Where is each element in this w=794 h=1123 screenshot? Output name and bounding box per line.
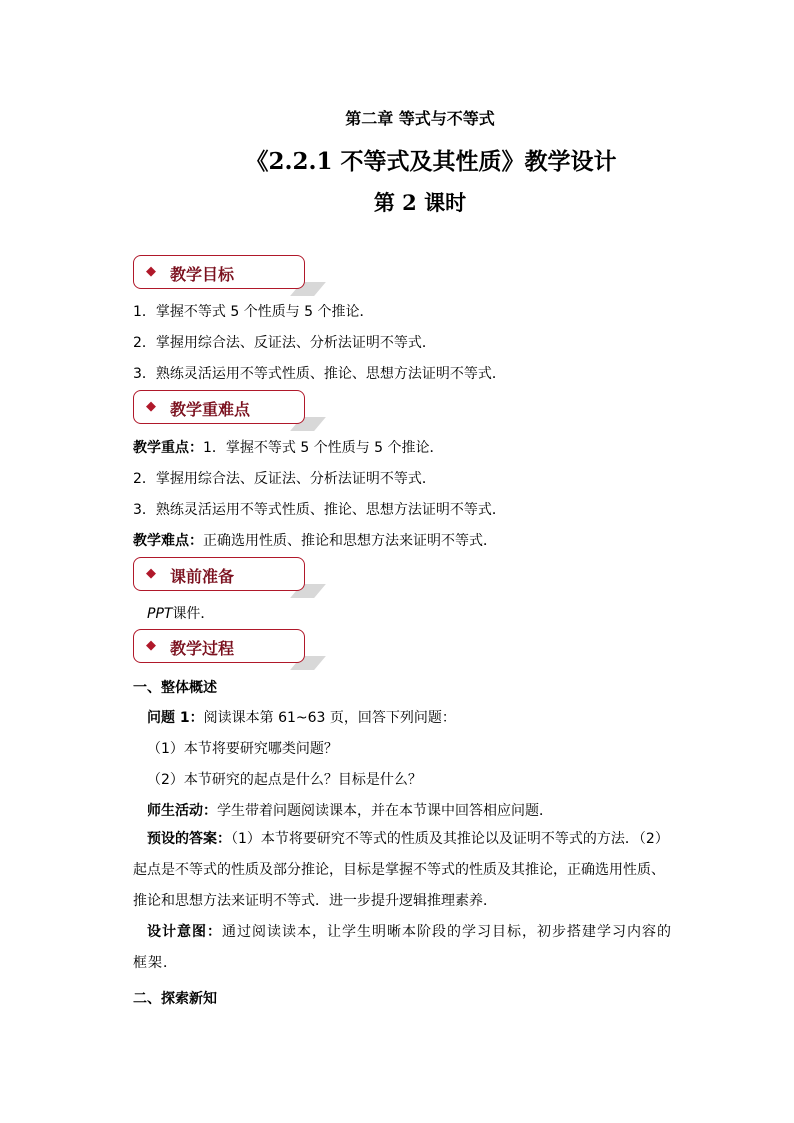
intent-text: 通过阅读读本，让学生明晰本阶段的学习目标，初步搭建学习内容的框架． — [133, 924, 672, 971]
answer-label: 预设的答案： — [147, 831, 231, 847]
activity-line — [147, 800, 553, 820]
objective-item: 3．熟练灵活运用不等式性质、推论、思想方法证明不等式． — [133, 366, 506, 382]
question-label: 问题 1： — [147, 710, 204, 726]
section-label: 教学目标 — [170, 265, 235, 284]
diamond-bullet-icon: ◆ — [146, 638, 156, 653]
section-header-process — [133, 629, 305, 663]
focus-line — [133, 437, 444, 457]
preparation-suffix: 课件． — [172, 606, 215, 622]
focus-item: 1．掌握不等式 5 个性质与 5 个推论． — [203, 440, 444, 456]
section-header-objectives — [133, 255, 305, 289]
diamond-bullet-icon: ◆ — [146, 264, 156, 279]
answer-text: （1）本节将要研究不等式的性质及其推论以及证明不等式的方法．（2）起点是不等式的性质及部分推论，目标是掌握不等式的性质及其推论，正确选用性质、推论和思想方法来证明不等式．进一步提升逻辑推理素养． — [133, 831, 669, 909]
question-sub-item: （2）本节研究的起点是什么？目标是什么？ — [147, 772, 422, 788]
question-text: 阅读课本第 61~63 页，回答下列问题： — [203, 710, 456, 726]
part1-heading: 一、整体概述 — [133, 680, 217, 696]
lesson-number: 第 2 课时 — [373, 190, 467, 215]
activity-label: 师生活动： — [147, 803, 217, 819]
answer-paragraph — [133, 824, 678, 917]
question-1 — [147, 707, 456, 727]
activity-text: 学生带着问题阅读课本，并在本节课中回答相应问题． — [217, 803, 553, 819]
focus-item: 3．熟练灵活运用不等式性质、推论、思想方法证明不等式． — [133, 502, 506, 518]
focus-item: 2．掌握用综合法、反证法、分析法证明不等式． — [133, 471, 436, 487]
focus-label: 教学重点： — [133, 440, 203, 456]
section-header-preparation — [133, 557, 305, 591]
objective-item: 1．掌握不等式 5 个性质与 5 个推论． — [133, 304, 374, 320]
preparation-text — [147, 603, 214, 623]
question-sub-item: （1）本节将要研究哪类问题？ — [147, 741, 338, 757]
section-label: 课前准备 — [170, 567, 235, 586]
intent-paragraph — [133, 917, 678, 979]
diamond-bullet-icon: ◆ — [146, 566, 156, 581]
section-label: 教学重难点 — [170, 400, 251, 419]
difficulty-label: 教学难点： — [133, 533, 203, 549]
intent-label: 设计意图： — [147, 924, 222, 940]
difficulty-line — [133, 530, 497, 550]
section-label: 教学过程 — [170, 639, 235, 658]
part2-heading: 二、探索新知 — [133, 991, 217, 1007]
document-title: 《2.2.1 不等式及其性质》教学设计 — [245, 148, 617, 175]
chapter-heading: 第二章 等式与不等式 — [345, 109, 495, 128]
ppt-text: PPT — [147, 606, 173, 622]
section-header-key-points — [133, 390, 305, 424]
diamond-bullet-icon: ◆ — [146, 399, 156, 414]
difficulty-text: 正确选用性质、推论和思想方法来证明不等式． — [203, 533, 497, 549]
objective-item: 2．掌握用综合法、反证法、分析法证明不等式． — [133, 335, 436, 351]
